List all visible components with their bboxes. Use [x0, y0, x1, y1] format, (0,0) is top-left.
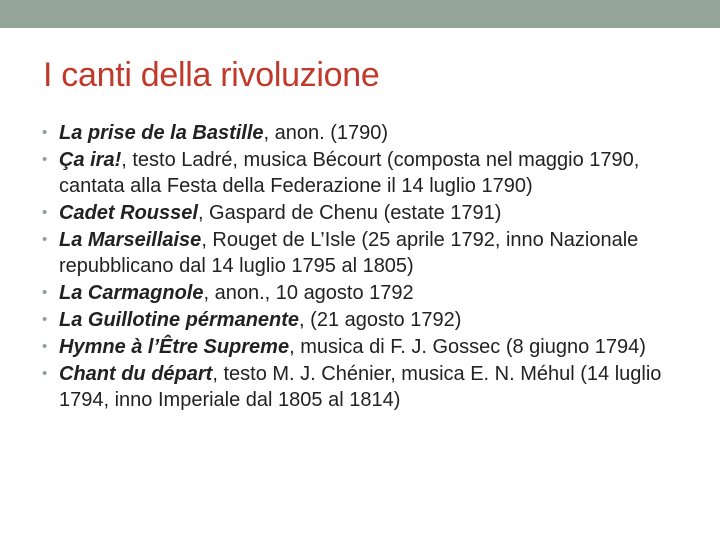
song-title: Ça ira! [59, 149, 122, 171]
bullet-icon: • [42, 311, 48, 328]
bullet-icon: • [42, 151, 48, 168]
song-title: La Guillotine pérmanente [59, 309, 300, 331]
song-title: La Marseillaise [59, 229, 202, 251]
song-title: Chant du départ [59, 363, 213, 385]
bullet-item [42, 120, 692, 146]
slide-title: I canti della rivoluzione [43, 56, 380, 94]
bullet-item [42, 334, 692, 360]
song-details: , testo M. J. Chénier, musica E. N. Méhul (14 luglio 1794, inno Imperiale dal 1805 al 1814) [59, 363, 662, 411]
bullet-item [42, 200, 692, 226]
bullet-icon: • [42, 231, 48, 248]
bullet-icon: • [42, 284, 48, 301]
song-details: , anon., 10 agosto 1792 [203, 282, 414, 304]
song-details: , musica di F. J. Gossec (8 giugno 1794) [289, 336, 646, 358]
bullet-icon: • [42, 338, 48, 355]
bullet-icon: • [42, 365, 48, 382]
bullet-list [42, 120, 692, 414]
song-title: La prise de la Bastille [59, 122, 264, 144]
bullet-icon: • [42, 124, 48, 141]
song-title: Cadet Roussel [59, 202, 198, 224]
bullet-item [42, 361, 692, 413]
bullet-item [42, 147, 692, 199]
bullet-item [42, 227, 692, 279]
song-title: Hymne à l’Être Supreme [59, 336, 290, 358]
bullet-item [42, 307, 692, 333]
bullet-item [42, 280, 692, 306]
song-details: , (21 agosto 1792) [299, 309, 462, 331]
song-title: La Carmagnole [59, 282, 204, 304]
song-details: , anon. (1790) [263, 122, 389, 144]
song-details: , Rouget de L’Isle (25 aprile 1792, inno Nazionale repubblicano dal 14 luglio 1795 al 1805) [59, 229, 639, 277]
bullet-icon: • [42, 204, 48, 221]
song-details: , testo Ladré, musica Bécourt (composta nel maggio 1790, cantata alla Festa della Federazione il 14 luglio 1790) [59, 149, 640, 197]
top-accent-bar [0, 0, 720, 28]
song-details: , Gaspard de Chenu (estate 1791) [197, 202, 502, 224]
